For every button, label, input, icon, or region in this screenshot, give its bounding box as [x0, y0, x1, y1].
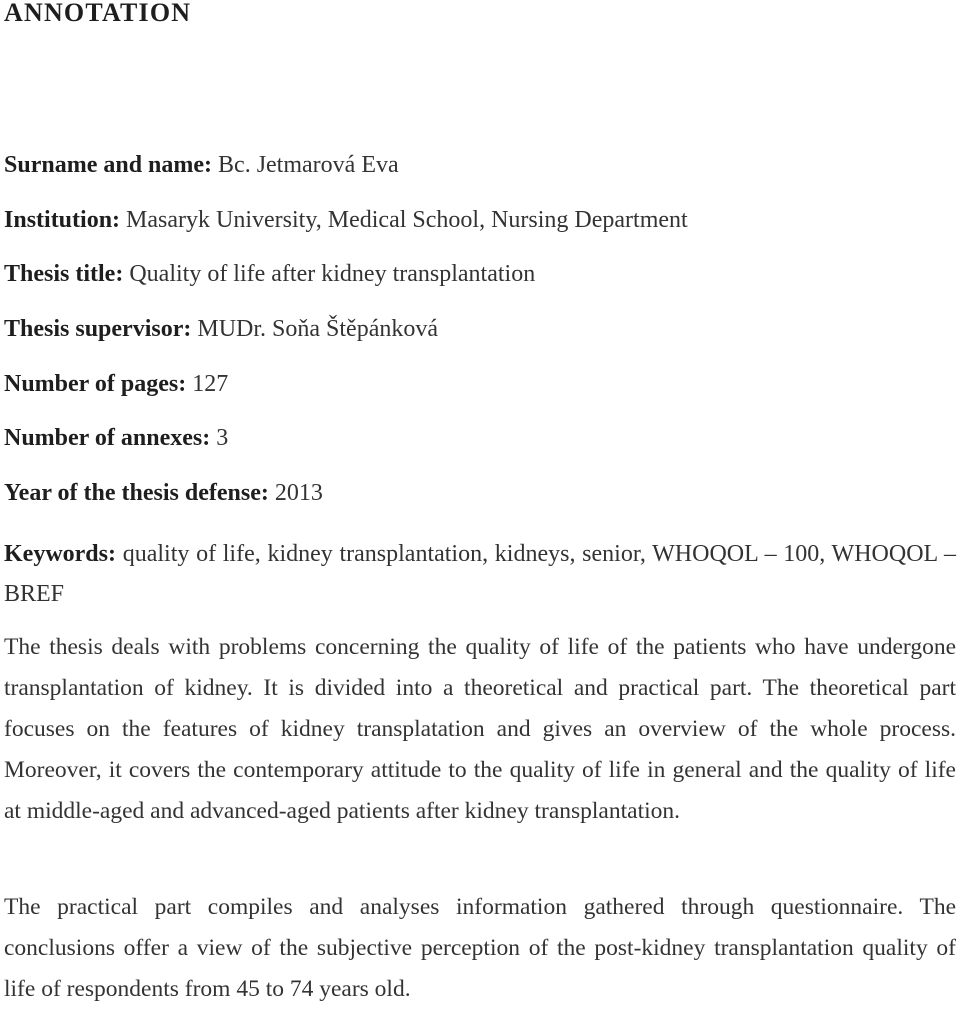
field-value: 2013 — [274, 480, 323, 506]
keywords-label: Keywords: — [4, 541, 116, 567]
field-label: Surname and name: — [4, 152, 213, 178]
field-label: Thesis supervisor: — [4, 316, 192, 342]
field-label: Year of the thesis defense: — [4, 480, 269, 506]
field-label: Institution: — [4, 207, 121, 233]
field-label: Number of annexes: — [4, 425, 211, 451]
field-institution — [4, 207, 688, 234]
keywords-block — [4, 534, 956, 614]
field-value: 3 — [216, 425, 229, 451]
field-value: 127 — [192, 371, 229, 397]
field-thesis-title — [4, 261, 535, 288]
abstract-paragraph-1: The thesis deals with problems concerning the quality of life of the patients who have undergone transplantation of kidney. It is divided into a theoretical and practical part. The theoretical part focuses on the features of kidney transplatation and gives an overview of the whole process. Moreover, it covers the contemporary attitude to the quality of life in general and the quality of life at middle-aged and advanced-aged patients after kidney transplantation. — [4, 634, 956, 824]
page-heading: ANNOTATION — [4, 0, 192, 27]
field-thesis-supervisor — [4, 316, 438, 343]
keywords-value: quality of life, kidney transplantation, kidneys, senior, WHOQOL – 100, WHOQOL – BREF — [4, 541, 957, 607]
field-number-of-pages — [4, 371, 228, 398]
field-surname-and-name — [4, 152, 399, 179]
field-number-of-annexes — [4, 425, 228, 452]
field-value: MUDr. Soňa Štěpánková — [197, 316, 439, 342]
field-label: Number of pages: — [4, 371, 187, 397]
abstract-paragraph-2: The practical part compiles and analyses information gathered through questionnaire. The conclusions offer a view of the subjective perception of the post-kidney transplantation quality of life of respondents from 45 to 74 years old. — [4, 894, 956, 1002]
field-year-of-defense — [4, 480, 323, 507]
field-value: Bc. Jetmarová Eva — [218, 152, 399, 178]
field-value: Quality of life after kidney transplantation — [129, 261, 536, 287]
field-label: Thesis title: — [4, 261, 124, 287]
field-value: Masaryk University, Medical School, Nursing Department — [126, 207, 688, 233]
